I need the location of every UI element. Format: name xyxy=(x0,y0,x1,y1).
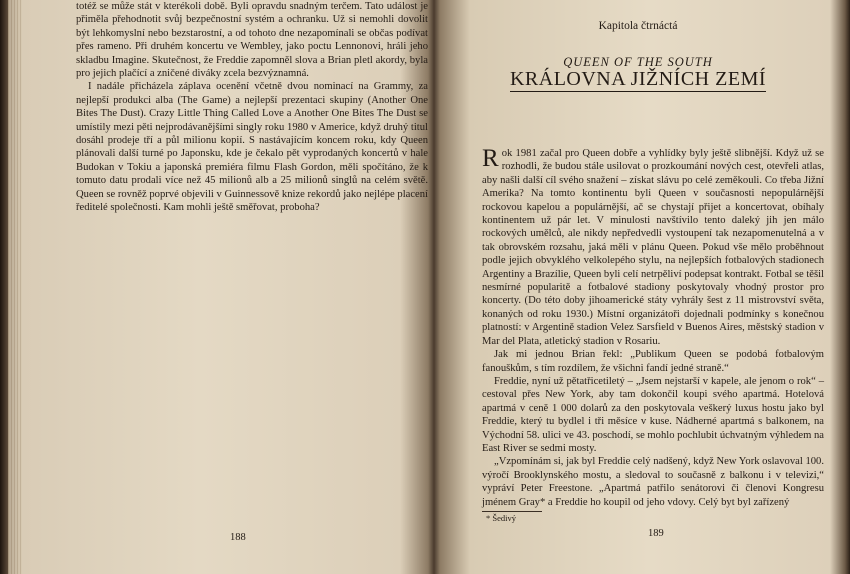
right-page xyxy=(440,0,836,574)
page-number-right: 189 xyxy=(648,528,664,539)
right-paragraph-4: „Vzpomínám si, jak byl Freddie celý nadšený, když New York oslavoval 100. výročí Brooklynského mostu, a sledoval to současně z balkonu i v televizi,“ vypráví Peter Freestone. „Apartmá patřilo senátorovi či členovi Kongresu jménem Gray* a Freddie ho koupil od jeho vdovy. Celý byt byl zařízený xyxy=(482,456,824,508)
right-paragraph-2: Jak mi jednou Brian řekl: „Publikum Queen se podobá fotbalovým fanouškům, s tím rozdílem, že všichni fandí jedné straně.“ xyxy=(482,349,824,374)
right-paragraph-3: Freddie, nyní už pětatřicetiletý – „Jsem nejstarší v kapele, ale jenom o rok“ – cestoval přes New York, aby tam dokončil koupi svého apartmá. Hotelová apartmá v ceně 1 000 dolarů za den poskytovala veškerý luxus hostu jako byl Freddie, který tu bydlel i tři měsíce v kuse. Nádherné apartmá s balkonem, na Východní 58. ulici ve 43. poschodí, se mohlo pochlubit úchvatným výhledem na East River se sedmi mosty. xyxy=(482,375,824,454)
right-paragraph-1-text: ok 1981 začal pro Queen dobře a vyhlídky byly ještě slibnější. Když už se rozhodli, že budou stále usilovat o prozkoumání nových cest, otevřeli atlas, aby našli další cíl svého snažení – získat slávu po celé zeměkouli. Co třeba Jižní Amerika? Na tomto kontinentu byli Queen v současnosti nepopulárnější rockovou kapelou a populárnější, ač se chystají přijet a koncertovat, obíhaly kontinentem už pár let. V minulosti navštívilo tento daleký jih jen málo rockových umělců, ale nikdy nepředvedli vystoupení tak nezapomenutelná a v tak obrovském rozsahu, jaká měli v plánu Queen. Pokud vše mělo proběhnout podle jejich obvyklého velkolepého stylu, na nejlepších fotbalových stadionech Argentiny a Brazílie, Queen byli celí netrpěliví podepsat kontrakt. Fotbal se těšil nesmírné popularitě a fotbalové stadiony poskytovaly vhodný prostor pro koncerty. (Do této doby jihoamerické státy vyhrály šest z 11 mistrovství světa, konaných od roku 1930.) Místní organizátoři dojednali podmínky s konečnou platností: v Argentině stadion Velez Sarsfield v Buenos Aires, městský stadion v Mar del Plata, atletický stadion v Rosariu. xyxy=(482,148,824,347)
chapter-label: Kapitola čtrnáctá xyxy=(598,20,678,32)
chapter-title-english: QUEEN OF THE SOUTH xyxy=(563,55,713,69)
left-page-text xyxy=(76,0,428,215)
chapter-title-czech xyxy=(440,68,836,91)
right-paragraph-1 xyxy=(482,147,824,348)
left-paragraph-1: totéž se může stát v kterékoli době. Byli opravdu snadným terčem. Tato událost je přiměla přehodnotit svůj bezpečnostní systém a ochranku. Už si nemohli dovolit být lehkomyslní nebo bezstarostní, a od tohoto dne nezapomínali se občas podívat přes rameno. Při druhém koncertu ve Wembley, jako poctu Lennonovi, hráli jeho skladbu Imagine. Skutečnost, že Freddie zapomněl slova a Brian pletl akordy, byla pro jejich plačící a zničené diváky zcela bezvýznamná. xyxy=(76,1,428,80)
right-page-text xyxy=(482,147,824,509)
left-paragraph-2: I nadále přicházela záplava ocenění včetně dvou nominací na Grammy, za nejlepší produkci alba (The Game) a nejlepší prezentaci skupiny (Another One Bites The Dust). Crazy Little Thing Called Love a Another One Bites The Dust se umístily mezi pěti nejprodávanějšími singly roku 1980 v Americe, když druhý titul dosáhl prodeje tří a půl milionu kopií. S nastávajícím koncem roku, kdy Queen plánovali další turné po Japonsku, kde je čekalo pět vyprodaných koncertů v hale Budokan v Tokiu a japonská premiéra filmu Flash Gordon, měli spočítáno, že k tomuto datu prodali více než 45 milionů alb a 25 milionů singlů na celém světě. Queen se rovněž poprvé objevili v Guinnessově knize rekordů jako nejlépe placení ředitelé společnosti. Kam mohli ještě směřovat, proboha? xyxy=(76,81,428,214)
page-number-left: 188 xyxy=(230,532,246,543)
left-page xyxy=(26,0,430,574)
page-edges xyxy=(8,0,22,574)
footnote-rule xyxy=(482,511,542,512)
chapter-title-czech-text: KRÁLOVNA JIŽNÍCH ZEMÍ xyxy=(509,68,767,90)
footnote: * Šedivý xyxy=(486,513,516,523)
drop-cap: R xyxy=(482,145,499,172)
